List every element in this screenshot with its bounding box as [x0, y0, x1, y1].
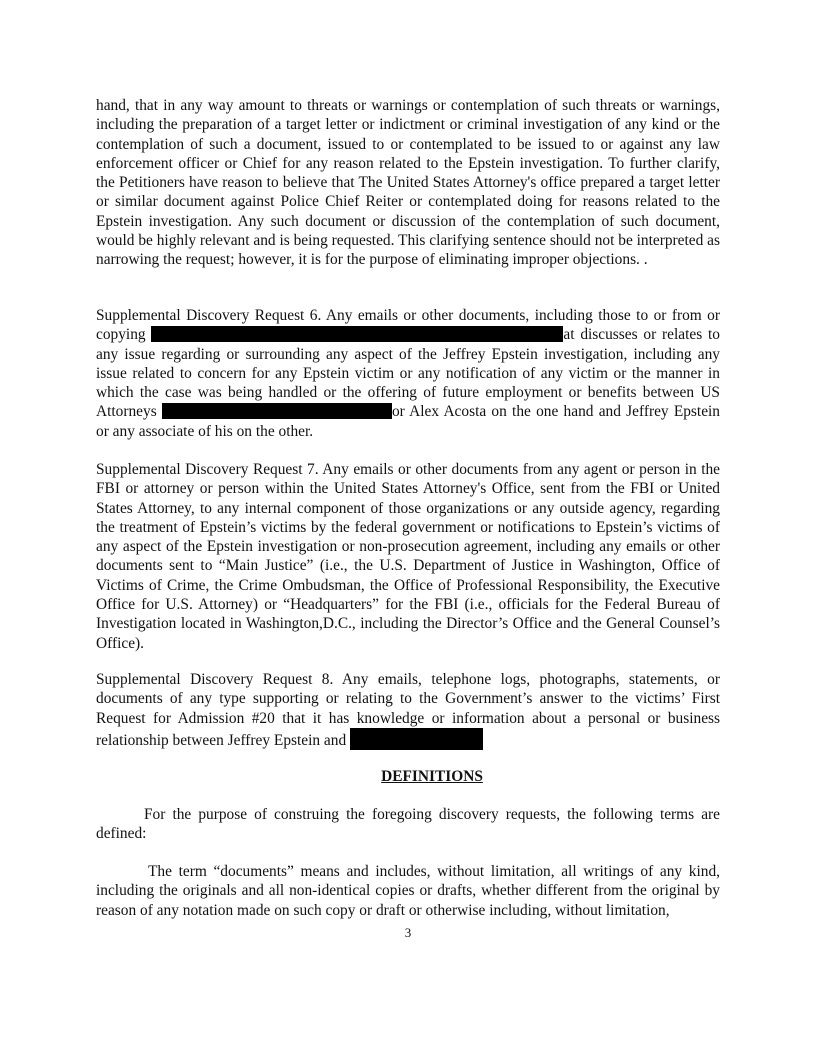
supplemental-request-8	[96, 670, 720, 750]
definitions-intro: For the purpose of construing the foregoing discovery requests, the following terms are defined:	[96, 806, 720, 843]
supplemental-request-7: Supplemental Discovery Request 7. Any emails or other documents from any agent or person in the FBI or attorney or person within the United States Attorney's Office, sent from the FBI or United States Attorney, to any internal component of those organizations or any outside agency, regarding the treatment of Epstein’s victims by the federal government or notifications to Epstein’s victims of any aspect of the Epstein investigation or non-prosecution agreement, including any emails or other documents sent to “Main Justice” (i.e., the U.S. Department of Justice in Washington, Office of Victims of Crime, the Crime Ombudsman, the Office of Professional Responsibility, the Executive Office for U.S. Attorney) or “Headquarters” for the FBI (i.e., officials for the Federal Bureau of Investigation located in Washington,D.C., including the Director’s Office and the General Counsel’s Office).	[96, 461, 720, 652]
request-6-text-part1: Supplemental Discovery Request 6. Any emails or other documents, including those to or from or copying	[96, 307, 720, 344]
redaction-block	[151, 326, 563, 342]
request-6-text-part2: at discusses or relates to any issue regarding or surrounding any aspect of the Jeffrey Epstein investigation, including any issue related to concern for any Epstein victim or any notification of any victim or the manner in which the case was being handled or the offering of future employment or benefits between US Attorneys	[96, 326, 720, 421]
request-8-text: Supplemental Discovery Request 8. Any emails, telephone logs, photographs, statements, or documents of any type supporting or relating to the Government’s answer to the victims’ First Request for Admission #20 that it has knowledge or information about a personal or business relationship between Jeffrey Epstein and	[96, 671, 720, 749]
documents-definition: The term “documents” means and includes, without limitation, all writings of any kind, including the originals and all non-identical copies or drafts, whether different from the original by reason of any notation made on such copy or draft or otherwise including, without limitation,	[96, 863, 720, 919]
request-6-text-part3: or Alex Acosta on the one hand and Jeffrey Epstein or any associate of his on the other.	[96, 403, 720, 440]
paragraph-continuation: hand, that in any way amount to threats or warnings or contemplation of such threats or warnings, including the preparation of a target letter or indictment or criminal investigation of any kind or the contemplation of such a document, issued to or contemplated to be issued to or against any law enforcement officer or Chief for any reason related to the Epstein investigation. To further clarify, the Petitioners have reason to believe that The United States Attorney's office prepared a target letter or similar document against Police Chief Reiter or contemplated doing for reasons related to the Epstein investigation. Any such document or discussion of the contemplation of such document, would be highly relevant and is being requested. This clarifying sentence should not be interpreted as narrowing the request; however, it is for the purpose of eliminating improper objections. .	[96, 97, 720, 269]
supplemental-request-6	[96, 306, 720, 441]
definitions-heading: DEFINITIONS	[381, 768, 483, 785]
redaction-block	[350, 728, 483, 750]
redaction-block	[162, 403, 392, 419]
page-number: 3	[404, 925, 412, 940]
